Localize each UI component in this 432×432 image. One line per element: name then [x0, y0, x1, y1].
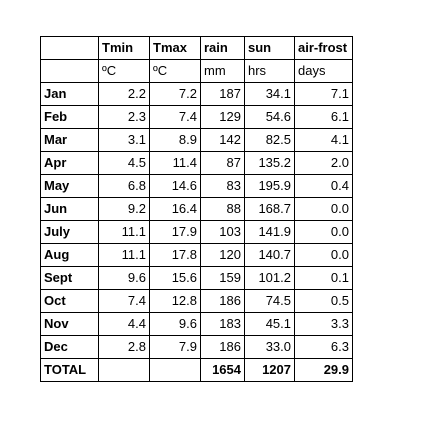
- air-frost-cell: 7.1: [295, 83, 353, 106]
- total-tmax-cell: [150, 359, 201, 382]
- table-row: [41, 221, 353, 244]
- total-row: [41, 359, 353, 382]
- tmax-cell: 14.6: [150, 175, 201, 198]
- total-air-frost-cell: 29.9: [295, 359, 353, 382]
- month-label: May: [41, 175, 99, 198]
- air-frost-cell: 0.4: [295, 175, 353, 198]
- tmax-cell: 7.9: [150, 336, 201, 359]
- sun-cell: 54.6: [245, 106, 295, 129]
- sun-cell: 195.9: [245, 175, 295, 198]
- rain-cell: 187: [201, 83, 245, 106]
- total-label: TOTAL: [41, 359, 99, 382]
- tmin-cell: 2.8: [99, 336, 150, 359]
- header-row: [41, 37, 353, 60]
- sun-cell: 101.2: [245, 267, 295, 290]
- table-row: [41, 290, 353, 313]
- tmax-cell: 8.9: [150, 129, 201, 152]
- table-row: [41, 175, 353, 198]
- sun-cell: 34.1: [245, 83, 295, 106]
- unit-row: [41, 60, 353, 83]
- table-row: [41, 267, 353, 290]
- rain-cell: 159: [201, 267, 245, 290]
- tmax-cell: 11.4: [150, 152, 201, 175]
- tmax-cell: 9.6: [150, 313, 201, 336]
- air-frost-cell: 0.5: [295, 290, 353, 313]
- unit-cell-rain: mm: [201, 60, 245, 83]
- tmax-cell: 7.2: [150, 83, 201, 106]
- rain-cell: 83: [201, 175, 245, 198]
- air-frost-cell: 0.0: [295, 244, 353, 267]
- rain-cell: 88: [201, 198, 245, 221]
- unit-cell-sun: hrs: [245, 60, 295, 83]
- header-cell-tmin: Tmin: [99, 37, 150, 60]
- table-row: [41, 313, 353, 336]
- table-row: [41, 129, 353, 152]
- air-frost-cell: 4.1: [295, 129, 353, 152]
- air-frost-cell: 0.0: [295, 221, 353, 244]
- table-row: [41, 336, 353, 359]
- tmax-cell: 7.4: [150, 106, 201, 129]
- tmin-cell: 4.5: [99, 152, 150, 175]
- tmin-cell: 3.1: [99, 129, 150, 152]
- total-sun-cell: 1207: [245, 359, 295, 382]
- rain-cell: 103: [201, 221, 245, 244]
- air-frost-cell: 0.0: [295, 198, 353, 221]
- table-row: [41, 83, 353, 106]
- tmin-cell: 11.1: [99, 244, 150, 267]
- rain-cell: 120: [201, 244, 245, 267]
- month-label: Nov: [41, 313, 99, 336]
- rain-cell: 186: [201, 290, 245, 313]
- tmax-cell: 16.4: [150, 198, 201, 221]
- rain-cell: 183: [201, 313, 245, 336]
- month-label: Jun: [41, 198, 99, 221]
- month-label: Feb: [41, 106, 99, 129]
- month-label: Apr: [41, 152, 99, 175]
- header-cell-air-frost: air-frost: [295, 37, 353, 60]
- air-frost-cell: 3.3: [295, 313, 353, 336]
- month-label: Sept: [41, 267, 99, 290]
- header-cell-blank: [41, 37, 99, 60]
- table-row: [41, 244, 353, 267]
- rain-cell: 87: [201, 152, 245, 175]
- header-cell-sun: sun: [245, 37, 295, 60]
- air-frost-cell: 6.3: [295, 336, 353, 359]
- air-frost-cell: 0.1: [295, 267, 353, 290]
- air-frost-cell: 2.0: [295, 152, 353, 175]
- total-rain-cell: 1654: [201, 359, 245, 382]
- rain-cell: 186: [201, 336, 245, 359]
- sun-cell: 141.9: [245, 221, 295, 244]
- sun-cell: 168.7: [245, 198, 295, 221]
- sun-cell: 45.1: [245, 313, 295, 336]
- sun-cell: 135.2: [245, 152, 295, 175]
- month-label: Jan: [41, 83, 99, 106]
- tmin-cell: 2.2: [99, 83, 150, 106]
- tmax-cell: 15.6: [150, 267, 201, 290]
- tmax-cell: 12.8: [150, 290, 201, 313]
- unit-cell-blank: [41, 60, 99, 83]
- tmin-cell: 9.2: [99, 198, 150, 221]
- month-label: Aug: [41, 244, 99, 267]
- sun-cell: 82.5: [245, 129, 295, 152]
- table-row: [41, 198, 353, 221]
- unit-cell-tmin: ºC: [99, 60, 150, 83]
- rain-cell: 142: [201, 129, 245, 152]
- sun-cell: 33.0: [245, 336, 295, 359]
- header-cell-tmax: Tmax: [150, 37, 201, 60]
- table-row: [41, 106, 353, 129]
- tmax-cell: 17.8: [150, 244, 201, 267]
- month-label: Dec: [41, 336, 99, 359]
- total-tmin-cell: [99, 359, 150, 382]
- unit-cell-tmax: ºC: [150, 60, 201, 83]
- tmin-cell: 11.1: [99, 221, 150, 244]
- month-label: July: [41, 221, 99, 244]
- month-label: Oct: [41, 290, 99, 313]
- tmin-cell: 4.4: [99, 313, 150, 336]
- unit-cell-air-frost: days: [295, 60, 353, 83]
- tmin-cell: 7.4: [99, 290, 150, 313]
- tmin-cell: 2.3: [99, 106, 150, 129]
- rain-cell: 129: [201, 106, 245, 129]
- climate-table: [40, 36, 353, 382]
- table-body: [41, 37, 353, 382]
- table-row: [41, 152, 353, 175]
- sun-cell: 74.5: [245, 290, 295, 313]
- header-cell-rain: rain: [201, 37, 245, 60]
- tmax-cell: 17.9: [150, 221, 201, 244]
- sun-cell: 140.7: [245, 244, 295, 267]
- month-label: Mar: [41, 129, 99, 152]
- tmin-cell: 9.6: [99, 267, 150, 290]
- tmin-cell: 6.8: [99, 175, 150, 198]
- air-frost-cell: 6.1: [295, 106, 353, 129]
